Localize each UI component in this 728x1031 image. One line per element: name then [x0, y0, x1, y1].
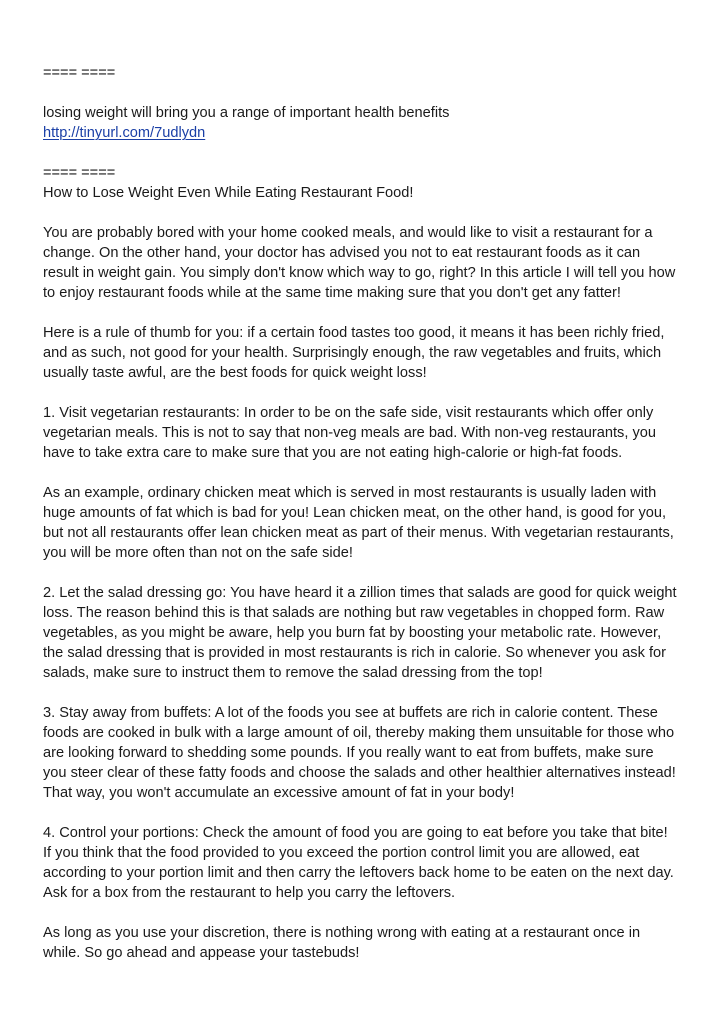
benefit-block — [43, 103, 688, 143]
article-paragraph — [43, 403, 688, 463]
article-paragraph — [43, 223, 688, 303]
paragraph-line: Here is a rule of thumb for you: if a certain food tastes too good, it means it has been richly fried, — [43, 325, 665, 341]
paragraph-line: but not all restaurants offer lean chicken meat as part of their menus. With vegetarian restaurants, — [43, 525, 674, 541]
article-paragraph — [43, 323, 688, 383]
separator-top: ==== ==== — [43, 65, 116, 81]
paragraph-line: salads, make sure to instruct them to remove the salad dressing from the top! — [43, 665, 543, 681]
paragraph-line: loss. The reason behind this is that salads are nothing but raw vegetables in chopped form. Raw — [43, 605, 665, 621]
paragraph-line: according to your portion limit and then carry the leftovers back home to be eaten on the next day. — [43, 865, 674, 881]
article-paragraph — [43, 823, 688, 903]
article-title: How to Lose Weight Even While Eating Restaurant Food! — [43, 185, 414, 201]
separator-bottom: ==== ==== — [43, 165, 116, 181]
title-block — [43, 163, 688, 203]
paragraph-line: As long as you use your discretion, there is nothing wrong with eating at a restaurant once in — [43, 925, 641, 941]
paragraph-line: 4. Control your portions: Check the amount of food you are going to eat before you take that bite! — [43, 825, 668, 841]
paragraph-line: If you think that the food provided to you exceed the portion control limit you are allowed, eat — [43, 845, 640, 861]
paragraph-line: 1. Visit vegetarian restaurants: In order to be on the safe side, visit restaurants which offer only — [43, 405, 654, 421]
paragraph-line: vegetarian meals. This is not to say that non-veg meals are bad. With non-veg restaurants, you — [43, 425, 656, 441]
paragraph-line: That way, you won't accumulate an excessive amount of fat in your body! — [43, 785, 515, 801]
article-paragraph — [43, 483, 688, 563]
paragraph-line: huge amounts of fat which is bad for you! Lean chicken meat, on the other hand, is good for you, — [43, 505, 667, 521]
paragraph-line: to enjoy restaurant foods while at the same time making sure that you don't get any fatter! — [43, 285, 621, 301]
paragraph-line: As an example, ordinary chicken meat which is served in most restaurants is usually laden with — [43, 485, 657, 501]
paragraph-line: vegetables, as you might be aware, help you burn fat by boosting your metabolic rate. However, — [43, 625, 662, 641]
paragraph-line: the salad dressing that is provided in most restaurants is rich in calorie. So whenever you ask for — [43, 645, 666, 661]
paragraph-line: you steer clear of these fatty foods and choose the salads and other healthier alternatives instead! — [43, 765, 676, 781]
paragraph-line: 3. Stay away from buffets: A lot of the foods you see at buffets are rich in calorie content. These — [43, 705, 658, 721]
paragraph-line: You are probably bored with your home cooked meals, and would like to visit a restaurant for a — [43, 225, 653, 241]
paragraph-line: you will be more often than not on the safe side! — [43, 545, 353, 561]
paragraph-line: foods are cooked in bulk with a large amount of oil, thereby making them unsuitable for those who — [43, 725, 675, 741]
promo-link[interactable]: http://tinyurl.com/7udlydn — [43, 125, 206, 141]
paragraph-line: usually taste awful, are the best foods for quick weight loss! — [43, 365, 427, 381]
header-block — [43, 63, 688, 83]
benefit-line: losing weight will bring you a range of important health benefits — [43, 105, 450, 121]
article-paragraph — [43, 703, 688, 803]
paragraph-line: 2. Let the salad dressing go: You have heard it a zillion times that salads are good for quick weight — [43, 585, 677, 601]
article-paragraph — [43, 583, 688, 683]
paragraph-line: have to take extra care to make sure that you are not eating high-calorie or high-fat foods. — [43, 445, 623, 461]
paragraph-line: result in weight gain. You simply don't know which way to go, right? In this article I will tell you how — [43, 265, 676, 281]
paragraph-line: and as such, not good for your health. Surprisingly enough, the raw vegetables and fruits, which — [43, 345, 662, 361]
article-paragraph — [43, 923, 688, 963]
article-body — [43, 223, 688, 963]
paragraph-line: Ask for a box from the restaurant to help you carry the leftovers. — [43, 885, 456, 901]
paragraph-line: are looking forward to shedding some pounds. If you really want to eat from buffets, make sure — [43, 745, 654, 761]
paragraph-line: while. So go ahead and appease your tastebuds! — [43, 945, 360, 961]
paragraph-line: change. On the other hand, your doctor has advised you not to eat restaurant foods as it can — [43, 245, 641, 261]
